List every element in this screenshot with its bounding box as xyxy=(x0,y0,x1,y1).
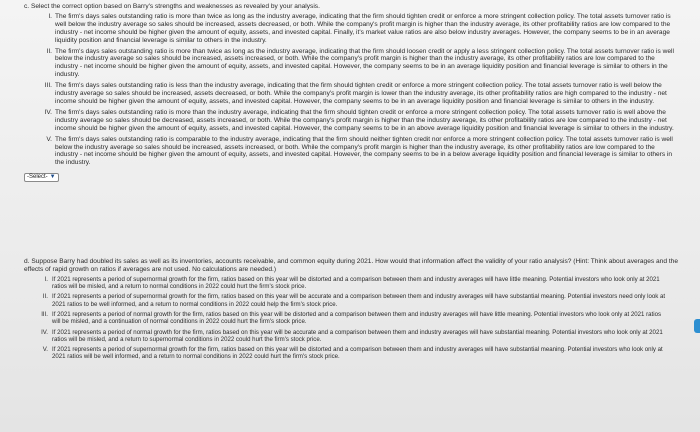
option-number: I. xyxy=(48,12,52,20)
chevron-down-icon: ▼ xyxy=(49,174,56,181)
answer-select-value: -Select- xyxy=(27,174,48,181)
option-text: The firm's days sales outstanding ratio is more than twice as long as the industry average, indicating that the firm should loosen credit or apply a less stringent collection policy. The total assets turnover ratio is well below the industry average so sales should be increased, assets increased, or both. While the company's profit margin is higher than the industry average, its other profitability ratios are low compared to the industry - net income should be higher given the amount of equity, assets, and invested capital. However, the company seems to be in an average liquidity position and financial leverage is similar to others in the industry. xyxy=(55,47,674,79)
option-number: V. xyxy=(46,135,52,143)
question-d xyxy=(24,258,684,364)
question-c-prompt: c. Select the correct option based on Barry's strengths and weaknesses as revealed by your analysis. xyxy=(24,3,320,10)
option-number: IV. xyxy=(44,108,52,116)
option-text: If 2021 represents a period of supernormal growth for the firm, ratios based on this year will be distorted and a comparison between them and industry averages will have little meaning. Potential investors who look only at 2021 ratios will be misled, and a return to normal conditions in 2022 could hurt the firm's stock price. xyxy=(52,275,660,291)
option-number: III. xyxy=(44,82,52,90)
question-c-options xyxy=(24,13,684,167)
question-c xyxy=(24,3,684,183)
question-d-option-1 xyxy=(24,276,684,291)
question-c-option-1 xyxy=(24,13,684,45)
option-number: IV. xyxy=(41,328,48,336)
option-text: If 2021 represents a period of normal growth for the firm, ratios based on this year will be accurate and a comparison between them and industry averages will have substantial meaning. Potential investors who look only at 2021 ratios will be misled, and a return to supernormal conditions in 2022 could hurt the firm's stock price. xyxy=(52,328,663,343)
question-d-prompt: d. Suppose Barry had doubled its sales as well as its inventories, accounts receivable, and common equity during 2021. How would that information affect the validity of your ratio analysis? (Hint: Think about averages and the effects of rapid growth on ratios if averages are not used. No calculations are needed.) xyxy=(24,258,679,273)
answer-select-wrapper xyxy=(24,173,684,183)
option-text: The firm's days sales outstanding ratio is less than the industry average, indicating that the firm should tighten credit or enforce a more stringent collection policy. The total assets turnover ratio is well below the industry average so sales should be increased, assets decreased, or both. While the company's profit margin is lower than the industry average, its other profitability ratios are high compared to the industry - net income should be higher given the amount of equity, assets, and invested capital. However, the company seems to be in an average liquidity position and financial leverage is similar to others in the industry. xyxy=(55,82,667,105)
option-text: The firm's days sales outstanding ratio is more than the industry average, indicating that the firm should tighten credit or enforce a more stringent collection policy. The total assets turnover ratio is well above the industry average so sales should be decreased, assets increased, or both. While the company's profit margin is higher than the industry average, its other profitability ratios are low compared to the industry - net income should be higher given the amount of equity, assets, and invested capital. However, the company seems to be in an above average liquidity position and financial leverage is similar to others in the industry. xyxy=(55,108,674,132)
option-text: The firm's days sales outstanding ratio is more than twice as long as the industry average, indicating that the firm should tighten credit or enforce a more stringent collection policy. The total assets turnover ratio is well below the industry average so sales should be increased, assets decreased, or both. While the company's profit margin is higher than the industry average, its other profitability ratios are low compared to the industry - net income should be higher given the amount of equity, assets, and invested capital. Finally, it's market value ratios are also below industry averages. However, the company seems to be in an average liquidity position and financial leverage is similar to others in the industry. xyxy=(55,12,671,44)
option-number: V. xyxy=(42,346,48,354)
question-c-option-2 xyxy=(24,48,684,80)
option-number: I. xyxy=(44,275,48,283)
option-number: II. xyxy=(46,47,52,55)
option-number: II. xyxy=(42,293,48,301)
question-c-option-4 xyxy=(24,109,684,133)
question-d-option-5 xyxy=(24,346,684,361)
question-d-option-4 xyxy=(24,329,684,344)
question-d-option-3 xyxy=(24,311,684,326)
side-scroll-tab[interactable] xyxy=(694,319,700,333)
answer-select-dropdown[interactable] xyxy=(24,173,59,182)
option-number: III. xyxy=(41,311,48,318)
question-c-option-5 xyxy=(24,136,684,168)
question-d-options xyxy=(24,276,684,361)
option-text: If 2021 represents a period of normal growth for the firm, ratios based on this year will be distorted and a comparison between them and industry averages will have little meaning. Potential investors who look only at 2021 ratios will be misled, and a continuation of normal conditions in 2022 could hurt the firm's stock price. xyxy=(52,311,662,326)
option-text: If 2021 represents a period of supernormal growth for the firm, ratios based on this year will be accurate and a comparison between them and industry averages will have substantial meaning. Potential investors need only look at 2021 ratios to be well informed, and a return to normal conditions in 2022 could help the firm's stock price. xyxy=(52,293,666,308)
question-c-option-3 xyxy=(24,82,684,106)
option-text: If 2021 represents a period of supernormal growth for the firm, ratios based on this year will be distorted and a comparison between them and industry averages will have substantial meaning. Potential investors who look only at 2021 ratios will be well informed, and a return to normal conditions in 2022 could hurt the firm's stock price. xyxy=(52,346,663,361)
option-text: The firm's days sales outstanding ratio is comparable to the industry average, indicating that the firm should neither tighten credit nor enforce a more stringent collection policy. The total assets turnover ratio is well below the industry average so sales should be increased, assets increased, or both. While the company's profit margin is higher than the industry average, its other profitability ratios are low compared to the industry - net income should be higher given the amount of equity, assets, and invested capital. However, the company seems to be in a below average liquidity position and financial leverage is similar to others in the industry. xyxy=(55,135,673,167)
question-d-option-2 xyxy=(24,293,684,308)
